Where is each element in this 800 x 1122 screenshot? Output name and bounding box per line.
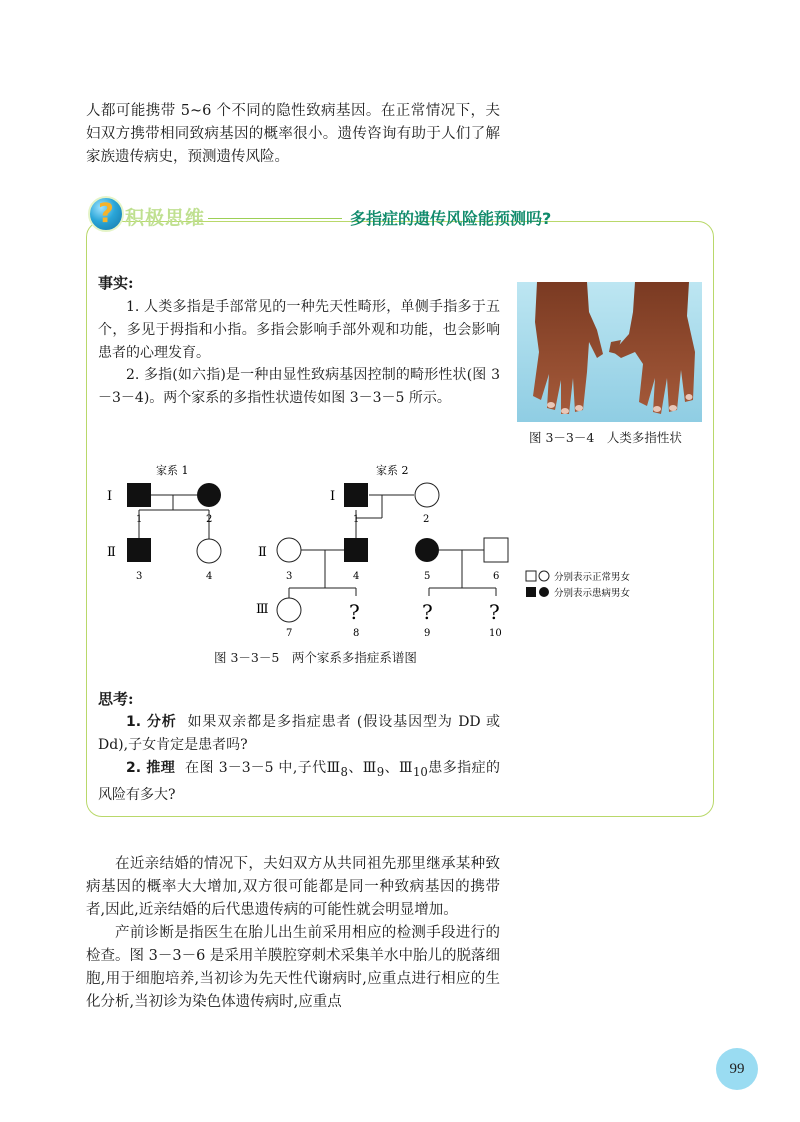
question-1-text: 如果双亲都是多指症患者 (假设基因型为 DD 或 Dd),子女肯定是患者吗? (98, 714, 501, 753)
thinking-heading: 思考: (98, 690, 134, 708)
f2-id-9: 9 (424, 628, 431, 639)
fact-2: 2. 多指(如六指)是一种由显性致病基因控制的畸形性状(图 3－3－4)。两个家系的多指性状遗传如图 3－3－5 所示。 (98, 367, 500, 406)
f2-id-6: 6 (493, 571, 500, 582)
pedigree-chart (98, 458, 638, 658)
question-2-sub-8: 8 (340, 764, 348, 779)
heading-divider (208, 218, 342, 219)
intro-paragraph: 人都可能携带 5~6 个不同的隐性致病基因。在正常情况下，夫妇双方携带相同致病基因的概率很小。遗传咨询有助于人们了解家族遗传病史，预测遗传风险。 (86, 103, 500, 165)
question-badge-icon (88, 196, 124, 232)
legend-normal-text: 分别表示正常男女 (554, 572, 631, 583)
f2-id-2: 2 (423, 514, 430, 525)
section-label: 积极思维 (125, 207, 206, 229)
question-2-label: 2. 推理 (126, 760, 176, 776)
f1-id-2: 2 (206, 514, 213, 525)
paragraph-consanguinity: 在近亲结婚的情况下，夫妇双方从共同祖先那里继承某种致病基因的概率大大增加,双方很可能都是同一种致病基因的携带者,因此,近亲结婚的后代患遗传病的可能性就会明显增加。 (86, 856, 500, 918)
f2-III10-unknown: ? (489, 600, 500, 624)
question-2-text-b: 患多指症的风险有多大? (98, 760, 500, 803)
f1-I2-affected-female (197, 483, 221, 507)
f2-II3-normal-female (277, 538, 301, 562)
gen-III-label-f2: Ⅲ (256, 602, 269, 617)
f2-id-4: 4 (353, 571, 360, 582)
question-1 (98, 711, 500, 757)
question-2-sub-9: 9 (376, 764, 385, 779)
legend-affected-male-icon (526, 587, 536, 597)
f2-id-3: 3 (286, 571, 293, 582)
question-2-sep-1: 、Ⅲ (347, 760, 377, 776)
legend-affected-female-icon (539, 587, 549, 597)
question-1-label: 1. 分析 (126, 714, 177, 730)
gen-II-label-f1: Ⅱ (107, 545, 116, 560)
question-2-text-a: 在图 3－3－5 中,子代Ⅲ (185, 760, 341, 776)
gen-II-label-f2: Ⅱ (258, 545, 267, 560)
f2-I1-affected-male (344, 483, 368, 507)
f1-id-1: 1 (136, 514, 143, 525)
f1-I1-affected-male (127, 483, 151, 507)
question-2 (98, 757, 500, 807)
f1-id-4: 4 (206, 571, 213, 582)
photo-caption: 图 3－3－4 人类多指性状 (529, 430, 682, 445)
question-mark-icon: ? (98, 198, 114, 229)
f2-II5-affected-female (415, 538, 439, 562)
gen-I-label-f1: Ⅰ (107, 489, 113, 504)
f1-id-3: 3 (136, 571, 143, 582)
f2-id-1: 1 (353, 514, 360, 525)
f1-II4-normal-female (197, 539, 221, 563)
f2-III9-unknown: ? (422, 600, 433, 624)
f2-II6-normal-male (484, 538, 508, 562)
question-2-sub-10: 10 (412, 764, 428, 779)
legend-affected-text: 分别表示患病男女 (554, 588, 631, 599)
f2-id-7: 7 (286, 628, 293, 639)
fact-1: 1. 人类多指是手部常见的一种先天性畸形，单侧手指多于五个，多见于拇指和小指。多指会影响手部外观和功能，也会影响患者的心理发育。 (98, 299, 500, 361)
legend-normal-male-icon (526, 571, 536, 581)
f1-II3-affected-male (127, 538, 151, 562)
question-2-sep-2: 、Ⅲ (384, 760, 413, 776)
pedigree-caption: 图 3－3－5 两个家系多指症系谱图 (214, 650, 417, 665)
f2-II4-affected-male (344, 538, 368, 562)
page-number-badge (716, 1048, 758, 1090)
f2-id-5: 5 (424, 571, 431, 582)
f2-I2-normal-female (415, 483, 439, 507)
family-2-label: 家系 2 (376, 464, 409, 477)
f2-III8-unknown: ? (349, 600, 360, 624)
polydactyly-hands-photo (517, 282, 702, 422)
section-question: 多指症的遗传风险能预测吗? (350, 209, 552, 228)
f2-id-10: 10 (489, 628, 502, 639)
f2-III7-normal-female (277, 598, 301, 622)
f2-id-8: 8 (353, 628, 360, 639)
facts-heading: 事实: (98, 274, 134, 292)
paragraph-prenatal-diagnosis: 产前诊断是指医生在胎儿出生前采用相应的检测手段进行的检查。图 3－3－6 是采用羊膜腔穿刺术采集羊水中胎儿的脱落细胞,用于细胞培养,当初诊为先天性代谢病时,应重点进行相应的生化分析,当初诊为染色体遗传病时,应重点 (86, 925, 500, 1010)
family-1-label: 家系 1 (156, 464, 189, 477)
page-number: 99 (729, 1061, 745, 1077)
legend-normal-female-icon (539, 571, 549, 581)
gen-I-label-f2: Ⅰ (330, 489, 336, 504)
